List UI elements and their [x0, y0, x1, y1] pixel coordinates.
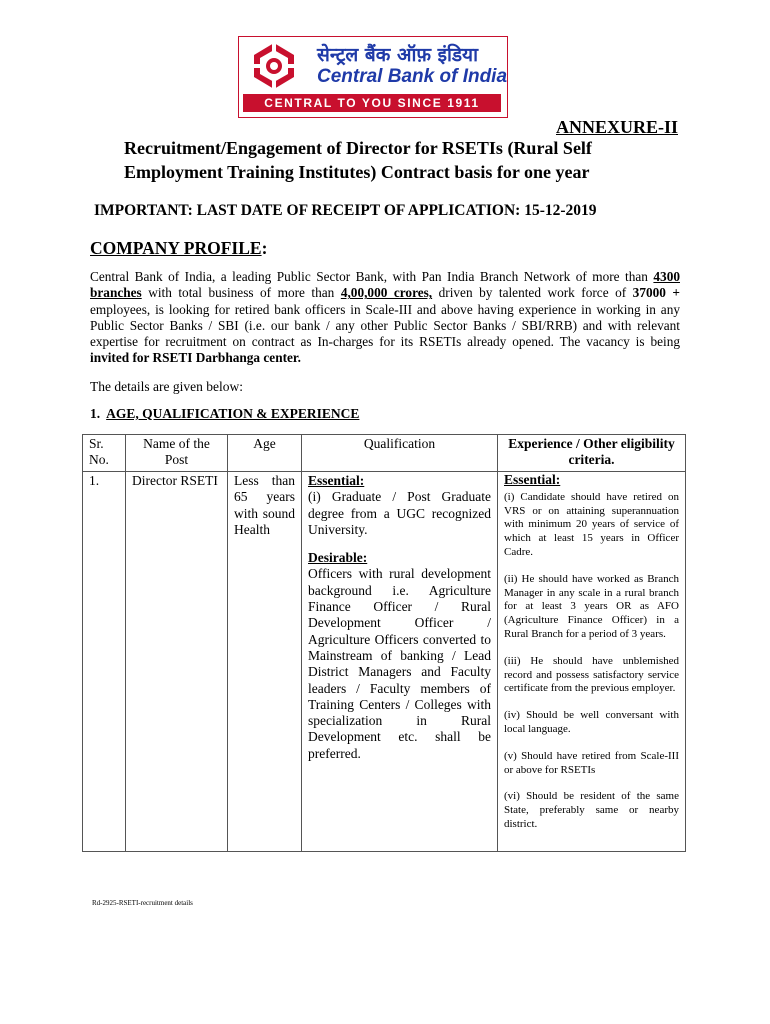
- company-profile-heading-text: COMPANY PROFILE: [90, 238, 262, 258]
- cell-post-name: Director RSETI: [126, 472, 228, 852]
- header-name-of-post: Name of the Post: [126, 435, 228, 472]
- logo-header: [239, 37, 507, 93]
- cell-age: Less than 65 years with sound Health: [228, 472, 302, 852]
- para-part-3: driven by talented work force of: [432, 285, 633, 301]
- desirable-label: Desirable:: [308, 550, 368, 566]
- experience-item: (iv) Should be well conversant with local language.: [504, 709, 679, 735]
- header-sr-no: Sr. No.: [83, 435, 126, 472]
- annexure-label: ANNEXURE-II: [555, 117, 678, 137]
- bank-logo: [238, 36, 508, 118]
- logo-english-name: Central Bank of India: [317, 66, 508, 87]
- para-part-2: with total business of more than: [141, 285, 341, 301]
- cell-sr: 1.: [83, 472, 126, 852]
- logo-hindi-name: सेन्ट्रल बैंक ऑफ़ इंडिया: [317, 44, 478, 66]
- experience-essential-label: Essential:: [504, 472, 561, 487]
- business-amount: 4,00,000 crores,: [340, 285, 433, 301]
- company-profile-colon: :: [261, 238, 268, 258]
- important-deadline: IMPORTANT: LAST DATE OF RECEIPT OF APPLICATION: 15-12-2019: [94, 202, 597, 219]
- page-title: Recruitment/Engagement of Director for RSETIs (Rural Self Employment Training Institutes) Contract basis for one year: [124, 138, 592, 182]
- company-profile-paragraph: [90, 269, 680, 367]
- company-profile-heading: [90, 238, 267, 259]
- experience-item: (v) Should have retired from Scale-III or above for RSETIs: [504, 749, 679, 776]
- details-intro: The details are given below:: [90, 379, 243, 394]
- invited-center: invited for RSETI Darbhanga center.: [90, 350, 301, 366]
- table-header-row: [83, 435, 686, 472]
- logo-tagline: CENTRAL TO YOU SINCE 1911: [243, 94, 501, 112]
- essential-label: Essential:: [308, 473, 365, 488]
- eligibility-table: [82, 434, 686, 852]
- experience-item: (i) Candidate should have retired on VRS or on attaining superannuation with minimum 20 years of service of which at least 15 years in Officer Cadre.: [504, 490, 679, 558]
- section-1-heading: [90, 406, 359, 422]
- section-1-title: AGE, QUALIFICATION & EXPERIENCE: [106, 406, 360, 421]
- experience-item: (iii) He should have unblemished record and possess satisfactory service certificate from the previous employer.: [504, 654, 679, 695]
- logo-emblem-icon: [247, 41, 301, 91]
- cell-qualification: [302, 472, 498, 852]
- header-qualification: Qualification: [302, 435, 498, 472]
- para-part-4: employees, is looking for retired bank officers in Scale-III and above having experience in working in any Public Sector Banks / SBI (i.e. our bank / any other Public Sector Banks / SBI/RRB) and with relevant expertise for recruitment on contract as In-charges for its RSETIs already opened. The vacancy is being: [90, 301, 680, 350]
- desirable-text: Officers with rural development background i.e. Agriculture Finance Officer / Rural Development Officer / Agriculture Officers converted to Mainstream of banking / Lead District Managers and Faculty leaders / Faculty members of Training Centers / Colleges with specialization in Rural Development etc. shall be preferred.: [308, 566, 491, 761]
- section-1-number: 1.: [90, 406, 101, 421]
- employee-count: 37000 +: [632, 285, 680, 301]
- cell-experience: [498, 472, 686, 852]
- header-experience: Experience / Other eligibility criteria.: [498, 435, 686, 472]
- experience-item: (ii) He should have worked as Branch Manager in any scale in a rural branch for at least 3 years OR as AFO (Agriculture Finance Officer) in a Rural Branch for a period of 3 years.: [504, 572, 679, 640]
- experience-item: (vi) Should be resident of the same State, preferably same or nearby district.: [504, 790, 679, 830]
- header-age: Age: [228, 435, 302, 472]
- branches-count: 4300 branches: [90, 269, 680, 301]
- para-part-1: Central Bank of India, a leading Public Sector Bank, with Pan India Branch Network of more than: [90, 269, 654, 284]
- essential-text: (i) Graduate / Post Graduate degree from a UGC recognized University.: [308, 489, 491, 537]
- footer-reference: Rd-2925-RSETI-recruitment details: [92, 899, 193, 907]
- table-row: [83, 472, 686, 852]
